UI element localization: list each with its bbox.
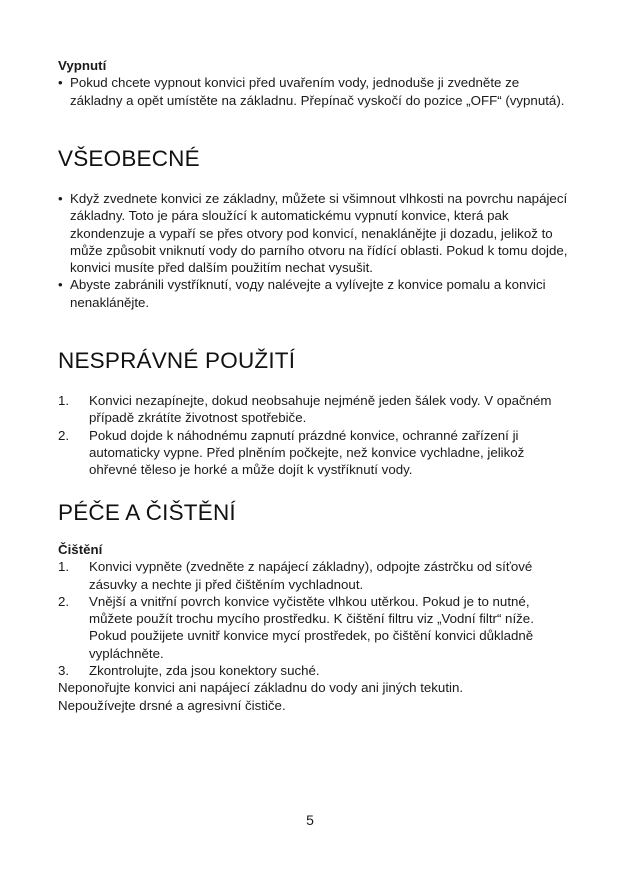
- numbered-item: [58, 392, 568, 427]
- section-misuse: [58, 392, 568, 478]
- bullet-text: Pokud chcete vypnout konvici před uvařením vody, jednoduše ji zvedněte ze základny a opět umístěte na základnu. Přepínač vyskočí do pozice „OFF“ (vypnutá).: [70, 75, 565, 108]
- subheading-switch-off: Vypnutí: [58, 58, 107, 73]
- heading-misuse: NESPRÁVNÉ POUŽITÍ: [58, 348, 296, 373]
- item-number: 1.: [58, 559, 70, 575]
- note-text: Neponořujte konvici ani napájecí základnu do vody ani jiných tekutin.: [58, 680, 464, 696]
- bullet-mark: •: [58, 277, 63, 293]
- numbered-item: [58, 427, 568, 479]
- item-text: Konvici vypněte (zvedněte z napájecí základny), odpojte zástrčku od síťové zásuvky a nechte ji před čištěním vychladnout.: [89, 559, 533, 592]
- heading-general: VŠEOBECNÉ: [58, 146, 200, 171]
- note-text: Nepoužívejte drsné a agresivní čističe.: [58, 697, 286, 713]
- subheading-cleaning: Čištění: [58, 542, 103, 557]
- section-care: [58, 541, 568, 714]
- bullet-text: Abyste zabránili vystříknutí, voду nalévejte a vylívejte z konvice pomalu a konvici nenaklánějte.: [70, 277, 546, 310]
- item-number: 2.: [58, 427, 70, 443]
- heading-care: PÉČE A ČIŠTĚNÍ: [58, 500, 236, 525]
- item-number: 1.: [58, 393, 70, 408]
- item-text: Zkontrolujte, zda jsou konektory suché.: [89, 663, 320, 679]
- bullet-item: [58, 190, 568, 276]
- numbered-item: [58, 558, 568, 593]
- numbered-item: [58, 593, 568, 662]
- item-number: 3.: [58, 663, 70, 679]
- bullet-mark: •: [58, 75, 63, 91]
- item-number: 2.: [58, 593, 70, 609]
- item-text: Pokud dojde k náhodnému zapnutí prázdné konvice, ochranné zařízení ji automaticky vypne. Před plněním počkejte, než konvice vychladne, jelikož ohřevné těleso je horké a může dojít k vystříknutí vody.: [89, 427, 525, 478]
- bullet-item: [58, 74, 568, 109]
- section-general: [58, 190, 568, 311]
- bullet-item: [58, 276, 568, 311]
- item-text: Konvici nezapínejte, dokud neobsahuje nejméně jeden šálek vody. V opačném případě zkrátíte životnost spotřebiče.: [89, 393, 552, 426]
- section-switch-off: [58, 57, 568, 109]
- bullet-mark: •: [58, 191, 63, 206]
- item-text: Vnější a vnitřní povrch konvice vyčistěte vlhkou utěrkou. Pokud je to nutné, můžete použít trochu mycího prostředku. K čištění filtru viz „Vodní filtr“ níže. Pokud použijete uvnitř konvice mycí prostředek, po čištění konvici důkladně vypláchněte.: [89, 593, 534, 661]
- bullet-text: Když zvednete konvici ze základny, můžete si všimnout vlhkosti na povrchu napájecí základny. Toto je pára sloužící k automatickému vypnutí konvice, která pak zkondenzuje a vypaří se přes otvory pod konvicí, nenaklánějte ji dozadu, jelikož to může způsobit vniknutí vody do parního otvoru na řídící oblasti. Pokud k tomu dojde, konvici musíte před dalším použitím nechat vysušit.: [70, 191, 568, 276]
- page-number: 5: [306, 812, 314, 828]
- numbered-item: [58, 662, 568, 679]
